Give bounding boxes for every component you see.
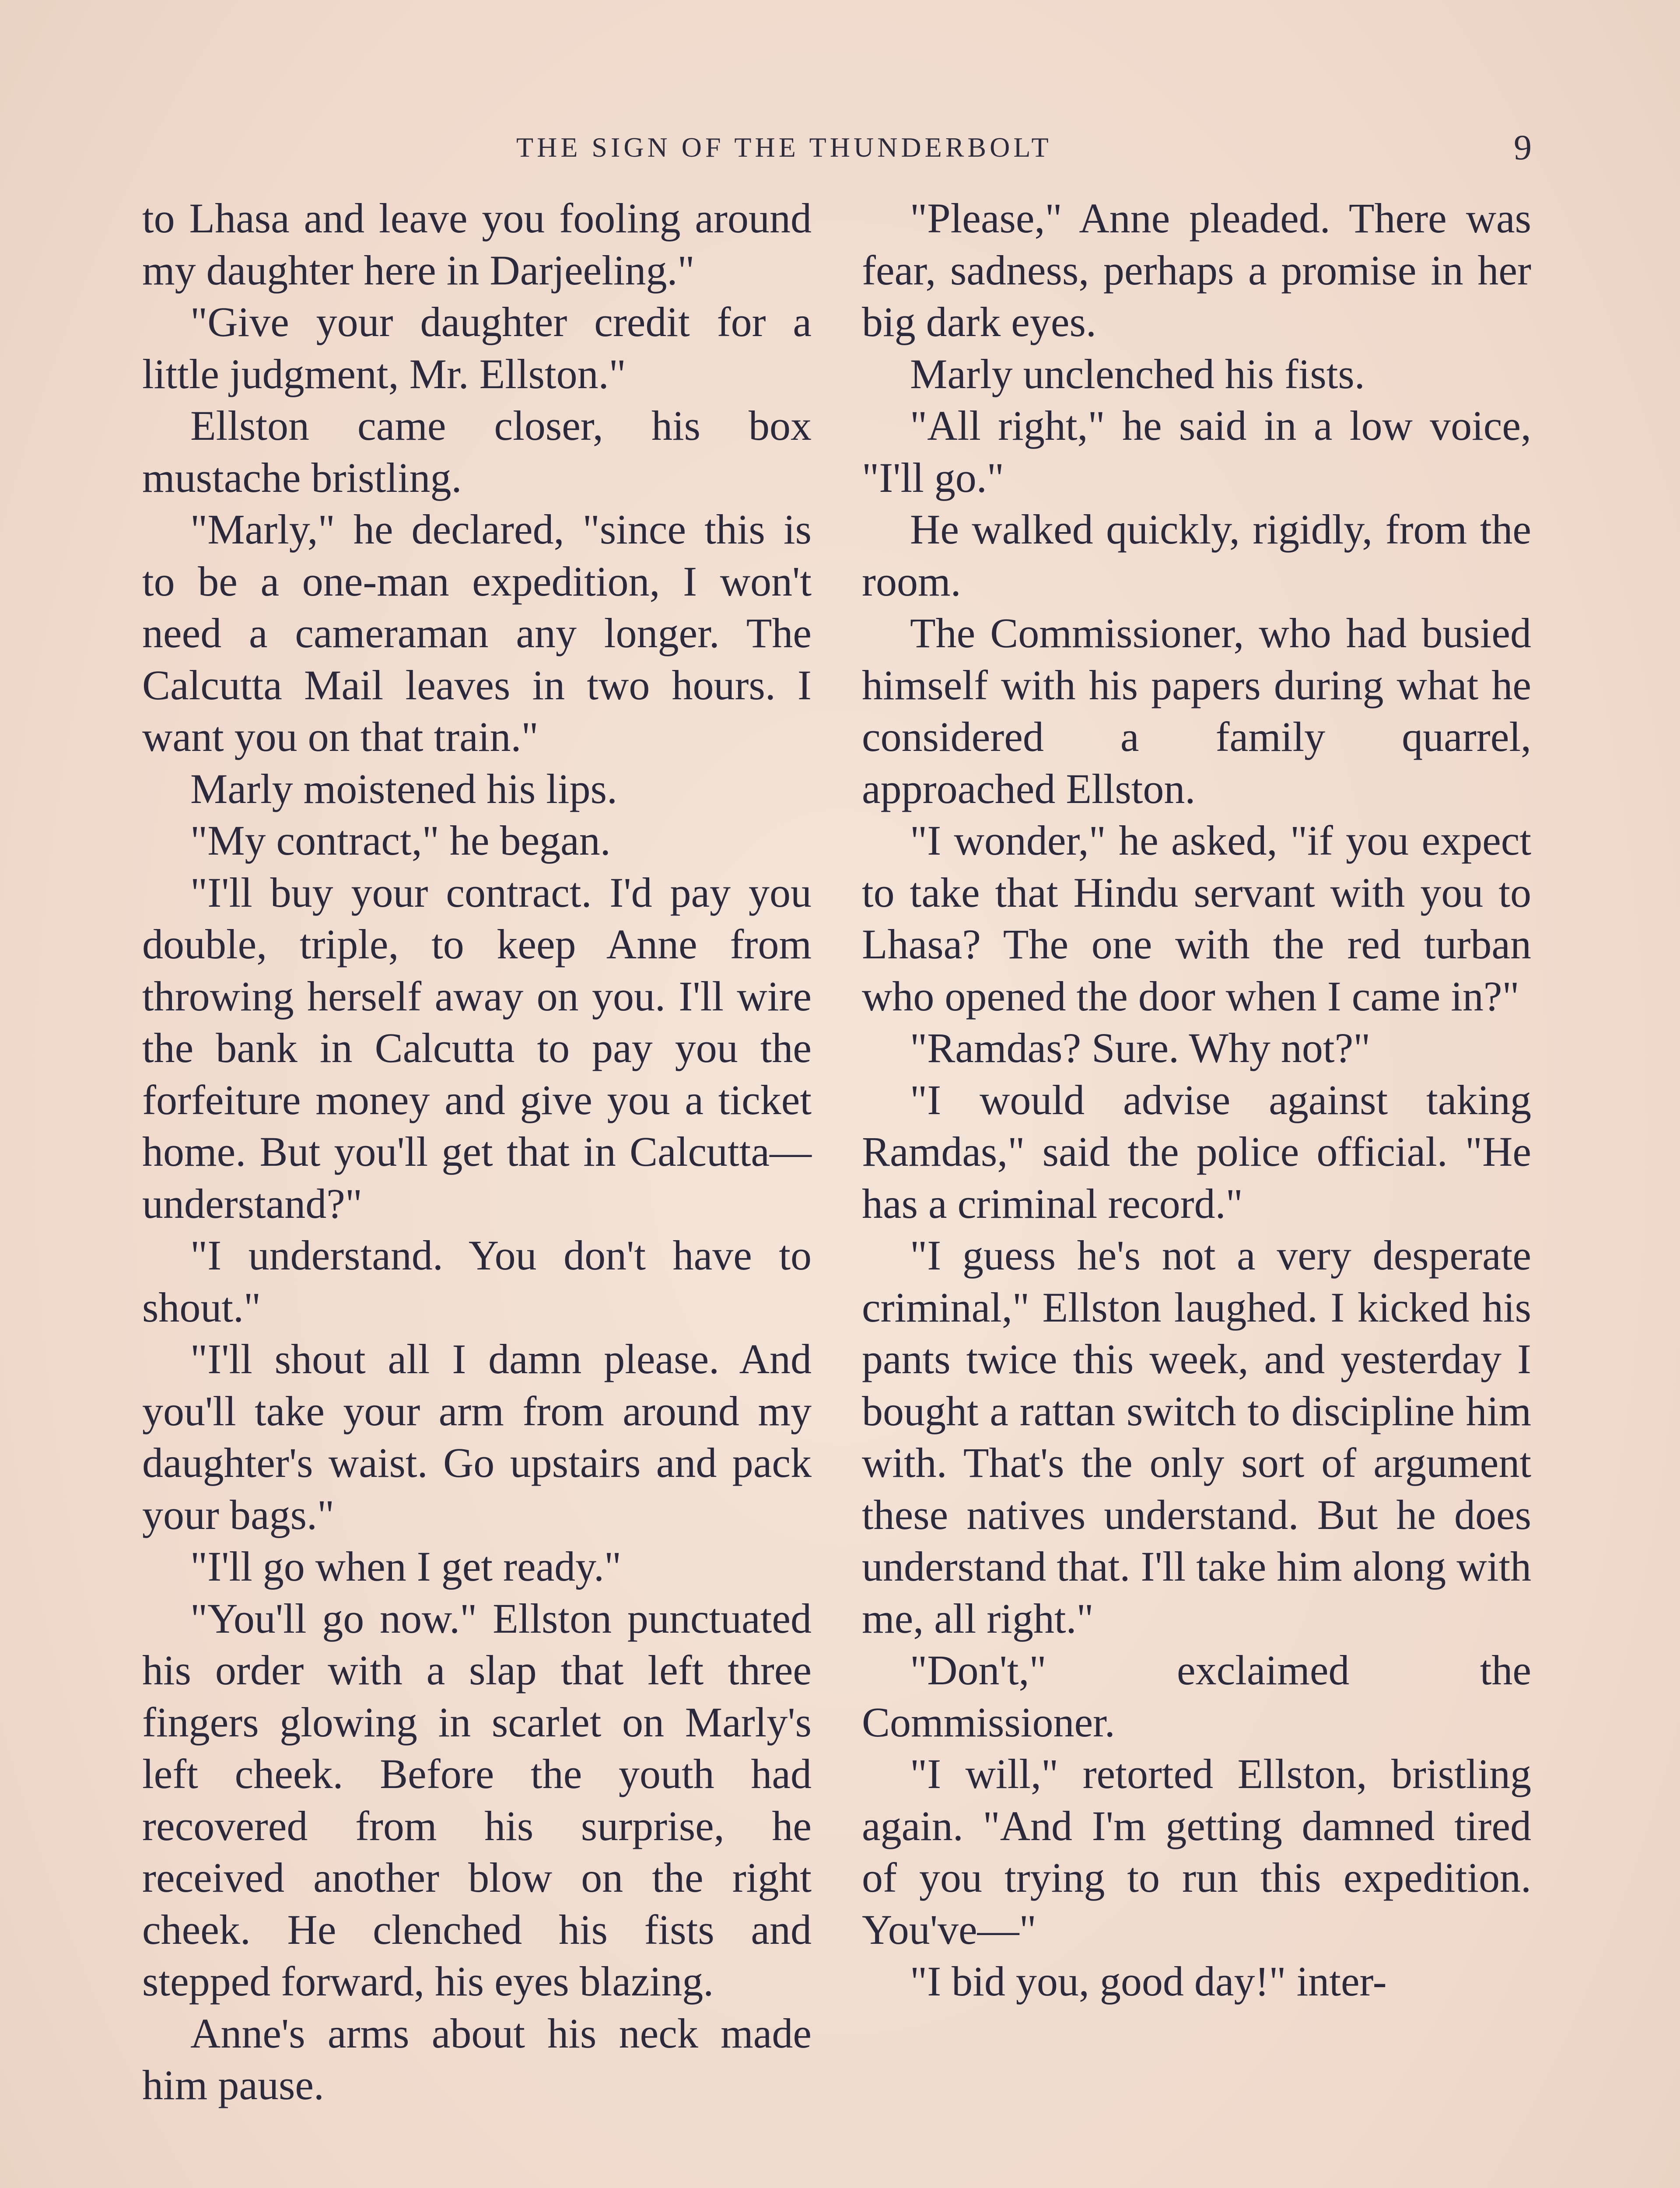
paragraph: The Commissioner, who had busied himself with his papers during what he considered a family quarrel, approached Ellston. <box>862 610 1531 812</box>
paragraph: "I would advise against taking Ramdas," said the police official. "He has a criminal record." <box>862 1076 1531 1227</box>
right-column <box>862 193 1531 2008</box>
paragraph: He walked quickly, rigidly, from the room. <box>862 506 1531 605</box>
paragraph: "Ramdas? Sure. Why not?" <box>910 1024 1371 1071</box>
paragraph: "You'll go now." Ellston punctuated his order with a slap that left three fingers glowing in scarlet on Marly's left cheek. Before the youth had recovered from his surprise, he received another blow on the right cheek. He clenched his fists and stepped forward, his eyes blazing. <box>142 1595 812 2005</box>
paragraph: "I'll buy your contract. I'd pay you double, triple, to keep Anne from throwing herself away on you. I'll wire the bank in Calcutta to pay you the forfeiture money and give you a ticket home. But you'll get that in Calcutta—understand?" <box>142 869 812 1227</box>
paragraph: "I guess he's not a very desperate criminal," Ellston laughed. I kicked his pants twice this week, and yesterday I bought a rattan switch to discipline him with. That's the only sort of argument these natives understand. But he does understand that. I'll take him along with me, all right." <box>862 1232 1531 1642</box>
page-number: 9 <box>1514 127 1532 167</box>
paragraph: "I'll shout all I damn please. And you'll take your arm from around my daughter's waist. Go upstairs and pack your bags." <box>142 1336 812 1538</box>
paragraph: "I wonder," he asked, "if you expect to take that Hindu servant with you to Lhasa? The one with the red turban who opened the door when I came in?" <box>862 817 1531 1020</box>
paragraph: "Don't," exclaimed the Commissioner. <box>862 1647 1531 1746</box>
paragraph: "Please," Anne pleaded. There was fear, sadness, perhaps a promise in her big dark eyes. <box>862 195 1531 345</box>
paragraph: Anne's arms about his neck made him pause. <box>142 2009 812 2108</box>
paragraph: Marly unclenched his fists. <box>910 350 1365 397</box>
paragraph: Ellston came closer, his box mustache bristling. <box>142 402 812 501</box>
running-title: THE SIGN OF THE THUNDERBOLT <box>516 132 1052 163</box>
paragraph: to Lhasa and leave you fooling around my daughter here in Darjeeling." <box>142 195 812 294</box>
paragraph: "My contract," he began. <box>190 817 611 864</box>
paragraph: "I understand. You don't have to shout." <box>142 1232 812 1331</box>
paragraph: "Give your daughter credit for a little judgment, Mr. Ellston." <box>142 298 812 397</box>
paragraph: "I will," retorted Ellston, bristling again. "And I'm getting damned tired of you trying to run this expedition. You've—" <box>862 1750 1531 1953</box>
left-column <box>142 193 812 2111</box>
paragraph: "I'll go when I get ready." <box>190 1543 622 1590</box>
paragraph: "Marly," he declared, "since this is to be a one-man expedition, I won't need a cameraman any longer. The Calcutta Mail leaves in two hours. I want you on that train." <box>142 506 812 760</box>
paragraph: Marly moistened his lips. <box>190 765 617 812</box>
paragraph: "I bid you, good day!" inter- <box>910 1958 1387 2005</box>
paragraph: "All right," he said in a low voice, "I'll go." <box>862 402 1531 501</box>
